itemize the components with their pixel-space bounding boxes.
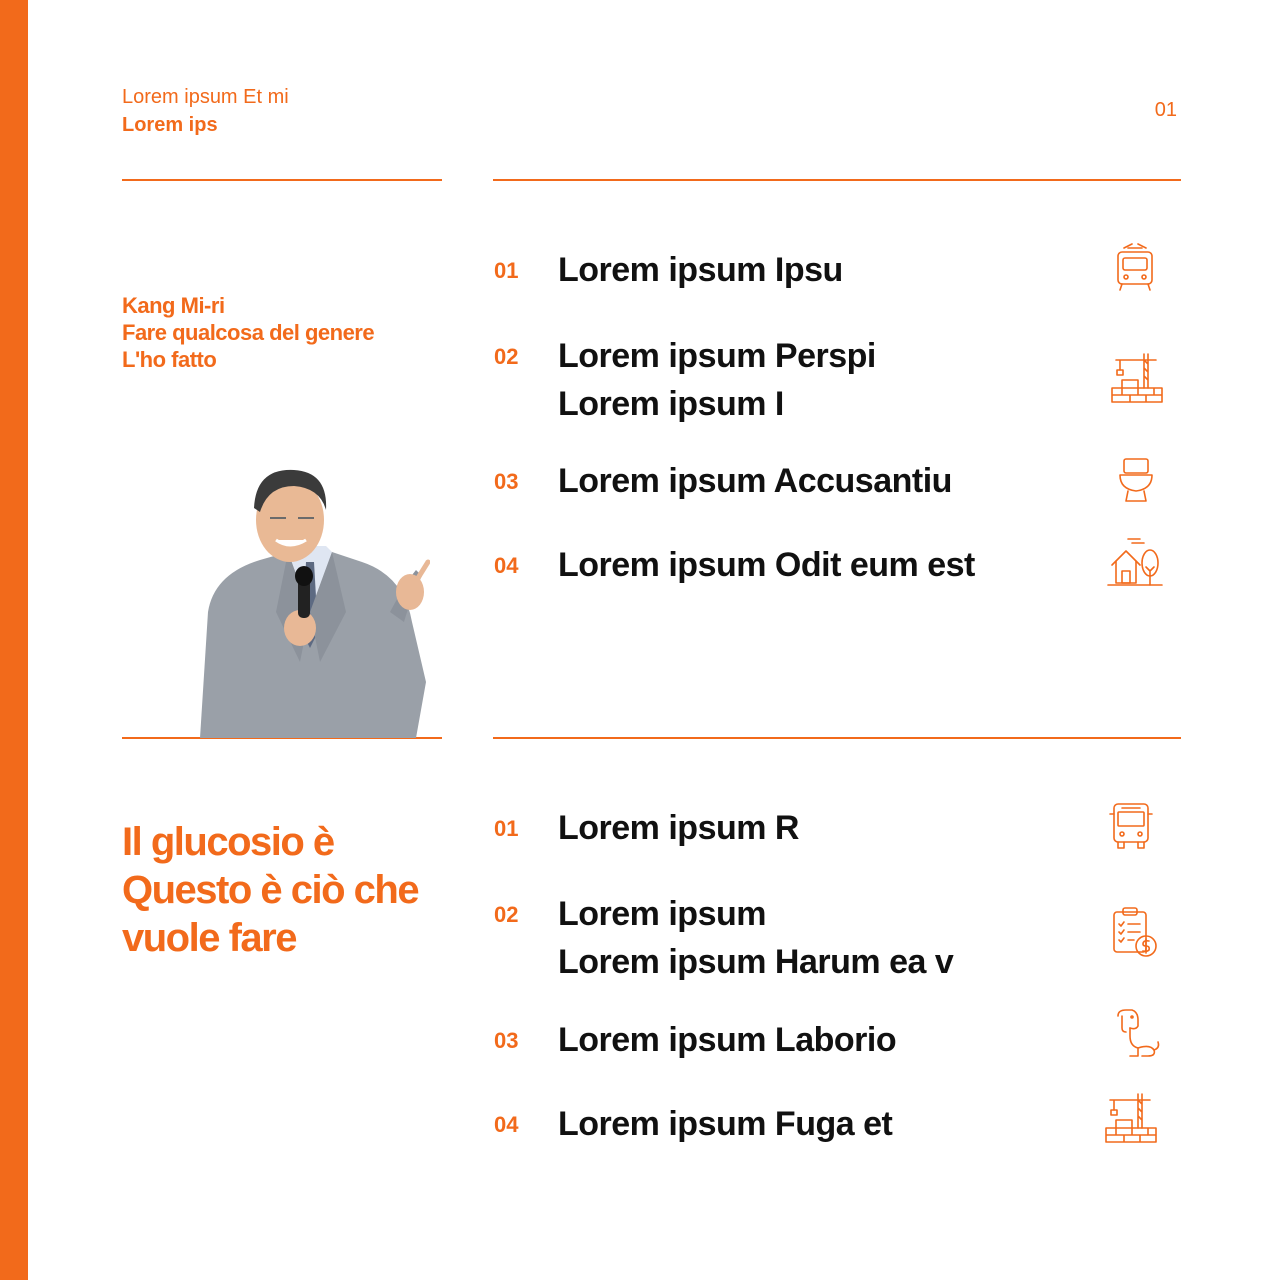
- bus-icon: [1102, 798, 1160, 856]
- clipboard-money-icon: [1106, 904, 1164, 962]
- headline-line-1: Il glucosio è: [122, 820, 334, 864]
- item-text: Lorem ipsum Fuga et: [558, 1105, 893, 1143]
- item-number: 04: [494, 1112, 519, 1137]
- headline: [122, 818, 418, 962]
- toilet-icon: [1106, 451, 1164, 509]
- speaker-line-3: L'ho fatto: [122, 347, 217, 372]
- header-title: Lorem ips: [122, 114, 218, 136]
- item-text: Lorem ipsum Accusantiu: [558, 462, 952, 500]
- item-text: Lorem ipsum Laborio: [558, 1021, 897, 1059]
- construction-crane-icon: [1108, 350, 1166, 408]
- item-text: Lorem ipsum Perspi Lorem ipsum I: [558, 337, 876, 423]
- item-number: 04: [494, 553, 519, 578]
- header-subtitle: Lorem ipsum Et mi: [122, 86, 289, 108]
- speaker-intro: [122, 292, 374, 373]
- divider-right-middle: [493, 737, 1181, 739]
- dog-icon: [1108, 1006, 1166, 1064]
- headline-line-3: vuole fare: [122, 916, 296, 960]
- speaker-line-2: Fare qualcosa del genere: [122, 320, 375, 345]
- item-number: 01: [494, 816, 519, 841]
- speaker-photo: [190, 462, 430, 738]
- item-text: Lorem ipsum R: [558, 809, 799, 847]
- construction-crane-icon: [1102, 1090, 1160, 1148]
- item-number: 03: [494, 1028, 519, 1053]
- item-text: Lorem ipsum Odit eum est: [558, 546, 975, 584]
- item-number: 02: [494, 344, 519, 369]
- item-text: Lorem ipsum Lorem ipsum Harum ea v: [558, 895, 954, 981]
- item-number: 03: [494, 469, 519, 494]
- trolleybus-icon: [1106, 240, 1164, 298]
- item-number: 02: [494, 902, 519, 927]
- speaker-name: Kang Mi-ri: [122, 293, 225, 318]
- item-number: 01: [494, 258, 519, 283]
- divider-left-top: [122, 179, 442, 181]
- house-tree-icon: [1106, 535, 1164, 593]
- page-number: 01: [1154, 99, 1177, 121]
- headline-line-2: Questo è ciò che: [122, 868, 419, 912]
- item-text: Lorem ipsum Ipsu: [558, 251, 843, 289]
- divider-right-top: [493, 179, 1181, 181]
- accent-side-bar: [0, 0, 28, 1280]
